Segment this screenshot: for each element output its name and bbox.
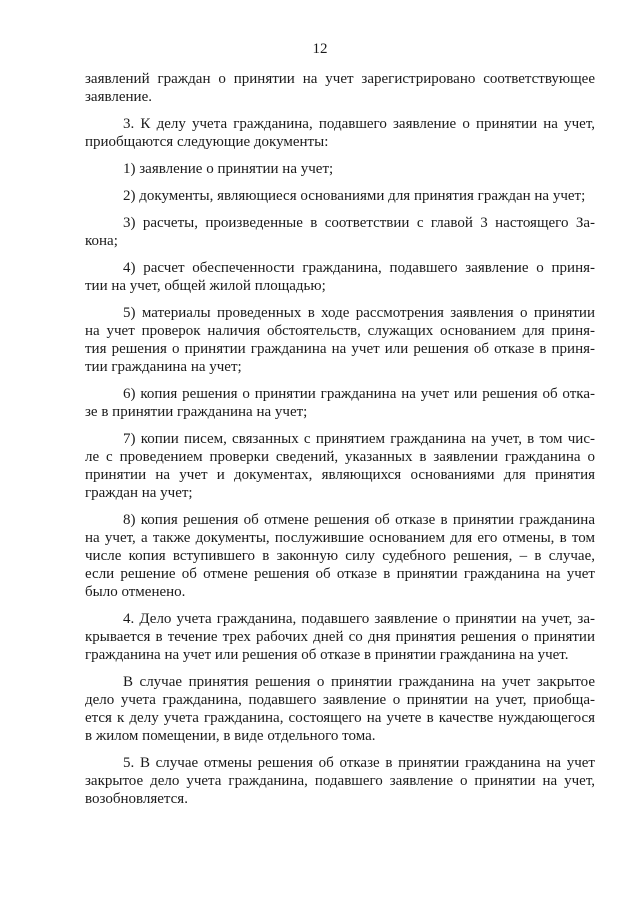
text-line: 5) материалы проведенных в ходе рассмотрения заявления о принятии — [123, 305, 595, 321]
paragraph — [85, 259, 595, 295]
paragraph — [85, 610, 595, 664]
text-line: тии гражданина на учет; — [85, 359, 242, 375]
text-line: кона; — [85, 233, 118, 249]
text-line: заявление. — [85, 89, 152, 105]
paragraph — [85, 115, 595, 151]
text-line: тия решения о принятии гражданина на учет или решения об отказе в приня- — [85, 341, 595, 357]
text-line: на учет проверок наличия обстоятельств, служащих основанием для приня- — [85, 323, 595, 339]
text-line: 7) копии писем, связанных с принятием гражданина на учет, в том чис- — [123, 431, 595, 447]
text-line: граждан на учет; — [85, 485, 193, 501]
text-line: крывается в течение трех рабочих дней со дня принятия решения о принятии — [85, 629, 595, 645]
text-line: возобновляется. — [85, 791, 188, 807]
text-line: числе копия вступившего в законную силу судебного решения, – в случае, — [85, 548, 595, 564]
page-number: 12 — [312, 41, 328, 57]
text-line: 8) копия решения об отмене решения об отказе в принятии гражданина — [123, 512, 595, 528]
text-line: в жилом помещении, в виде отдельного тома. — [85, 728, 376, 744]
text-line: было отменено. — [85, 584, 186, 600]
text-line: зе в принятии гражданина на учет; — [85, 404, 308, 420]
text-line: закрытое дело учета гражданина, подавшего заявление о принятии на учет, — [85, 773, 595, 789]
text-line: заявлений граждан о принятии на учет зарегистрировано соответствующее — [85, 71, 595, 87]
text-line: ется к делу учета гражданина, состоящего на учете в качестве нуждающегося — [85, 710, 595, 726]
text-line: 2) документы, являющиеся основаниями для принятия граждан на учет; — [123, 188, 586, 204]
text-line: если решение об отмене решения об отказе в принятии гражданина на учет — [85, 566, 595, 582]
text-line: 3) расчеты, произведенные в соответствии с главой 3 настоящего За- — [123, 215, 595, 231]
paragraph — [85, 160, 595, 178]
text-line: 4. Дело учета гражданина, подавшего заявление о принятии на учет, за- — [123, 611, 595, 627]
text-line: тии на учет, общей жилой площадью; — [85, 278, 326, 294]
text-line: 5. В случае отмены решения об отказе в принятии гражданина на учет — [123, 755, 595, 771]
text-line: на учет, а также документы, послужившие основанием для его отмены, в том — [85, 530, 595, 546]
text-line: 4) расчет обеспеченности гражданина, подавшего заявление о приня- — [123, 260, 595, 276]
paragraph — [85, 70, 595, 106]
text-line: дело учета гражданина, подавшего заявление о принятии на учет, приобща- — [85, 692, 595, 708]
text-line: ле с проведением проверки сведений, указанных в заявлении гражданина о — [85, 449, 595, 465]
paragraph — [85, 304, 595, 376]
text-line: 3. К делу учета гражданина, подавшего заявление о принятии на учет, — [123, 116, 595, 132]
text-line: приобщаются следующие документы: — [85, 134, 329, 150]
text-line: 6) копия решения о принятии гражданина на учет или решения об отка- — [123, 386, 595, 402]
paragraph — [85, 430, 595, 502]
paragraph — [85, 754, 595, 808]
paragraph — [85, 214, 595, 250]
text-line: 1) заявление о принятии на учет; — [123, 161, 334, 177]
document-text — [85, 70, 595, 817]
text-line: принятии на учет и документах, являющихся основаниями для принятия — [85, 467, 595, 483]
paragraph — [85, 385, 595, 421]
paragraph — [85, 673, 595, 745]
paragraph — [85, 187, 595, 205]
text-line: гражданина на учет или решения об отказе в принятии гражданина на учет. — [85, 647, 569, 663]
text-line: В случае принятия решения о принятии гражданина на учет закрытое — [123, 674, 595, 690]
paragraph — [85, 511, 595, 601]
